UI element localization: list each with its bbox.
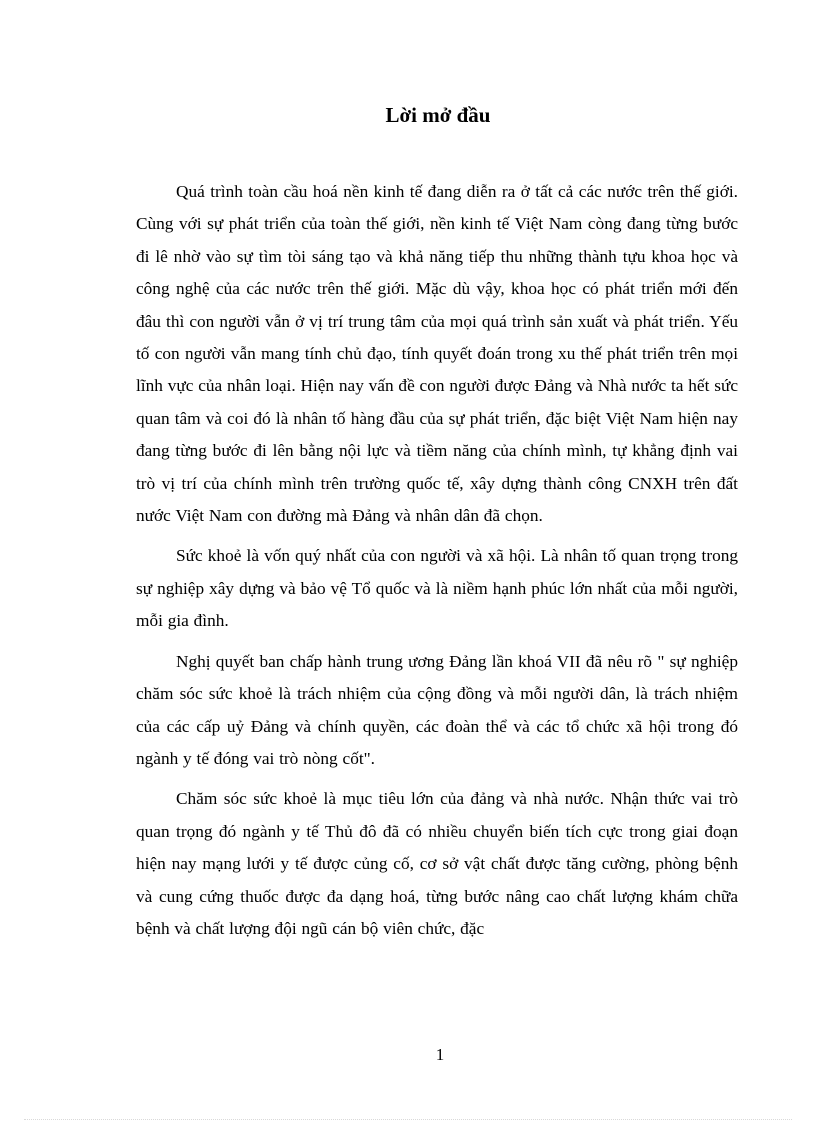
page-title: Lời mở đầu <box>385 103 491 127</box>
paragraph-1: Quá trình toàn cầu hoá nền kinh tế đang diễn ra ở tất cả các nước trên thế giới. Cùng với sự phát triển của toàn thế giới, nền kinh tế Việt Nam còng đang từng bước đi lê nhờ vào sự tìm tòi sáng tạo và khả năng tiếp thu những thành tựu khoa học và công nghệ của các nước trên thế giới. Mặc dù vậy, khoa học có phát triển mới đến đâu thì con người vẫn ở vị trí trung tâm của mọi quá trình sản xuất và phát triển. Yếu tố con người vẫn mang tính chủ đạo, tính quyết đoán trong xu thế phát triển trên mọi lĩnh vực của nhân loại. Hiện nay vấn đề con người được Đảng và Nhà nước ta hết sức quan tâm và coi đó là nhân tố hàng đầu của sự phát triển, đặc biệt Việt Nam hiện nay đang từng bước đi lên bằng nội lực và tiềm năng của chính mình, tự khẳng định vai trò vị trí của chính mình trên trường quốc tế, xây dựng thành công CNXH trên đất nước Việt Nam con đường mà Đảng và nhân dân đã chọn. <box>136 182 738 526</box>
paragraph-2: Sức khoẻ là vốn quý nhất của con người và xã hội. Là nhân tố quan trọng trong sự nghiệp xây dựng và bảo vệ Tổ quốc và là niềm hạnh phúc lớn nhất của mỗi người, mỗi gia đình. <box>136 546 738 631</box>
paragraph-4: Chăm sóc sức khoẻ là mục tiêu lớn của đảng và nhà nước. Nhận thức vai trò quan trọng đó ngành y tế Thủ đô đã có nhiều chuyển biến tích cực trong giai đoạn hiện nay mạng lưới y tế được củng cố, cơ sở vật chất được tăng cường, phòng bệnh và cung cứng thuốc được đa dạng hoá, từng bước nâng cao chất lượng khám chữa bệnh và chất lượng đội ngũ cán bộ viên chức, đặc <box>136 789 738 938</box>
paragraph-3: Nghị quyết ban chấp hành trung ương Đảng lần khoá VII đã nêu rõ " sự nghiệp chăm sóc sức khoẻ là trách nhiệm của cộng đồng và mỗi người dân, là trách nhiệm của các cấp uỷ Đảng và chính quyền, các đoàn thể và các tổ chức xã hội trong đó ngành y tế đóng vai trò nòng cốt". <box>136 651 738 768</box>
page-number: 1 <box>435 1045 445 1064</box>
page-bottom-border <box>24 1119 792 1120</box>
body-text <box>136 176 738 953</box>
